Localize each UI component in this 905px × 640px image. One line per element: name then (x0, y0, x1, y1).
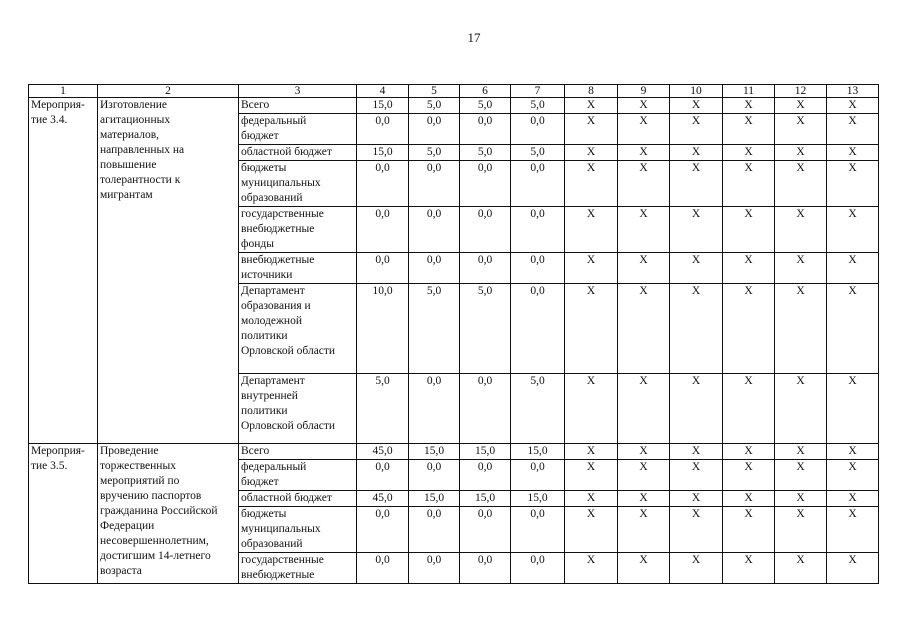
mark-cell: X (670, 553, 723, 584)
mark-cell: X (827, 114, 879, 145)
mark-cell: X (775, 444, 827, 460)
mark-cell: X (670, 161, 723, 207)
funding-source: бюджеты муниципальных образований (239, 161, 357, 207)
mark-cell: X (618, 284, 670, 374)
mark-cell: X (827, 374, 879, 444)
mark-cell: X (670, 444, 723, 460)
budget-table (28, 84, 879, 584)
mark-cell: X (827, 253, 879, 284)
mark-cell: X (618, 374, 670, 444)
mark-cell: X (565, 98, 618, 114)
mark-cell: X (827, 284, 879, 374)
column-number-2: 2 (98, 85, 239, 98)
amount-cell: 0,0 (409, 253, 460, 284)
amount-cell: 0,0 (460, 553, 511, 584)
amount-cell: 0,0 (357, 253, 409, 284)
column-number-9: 9 (618, 85, 670, 98)
funding-source: бюджеты муниципальных образований (239, 507, 357, 553)
measure-id: Мероприя- тие 3.5. (29, 444, 98, 584)
mark-cell: X (565, 374, 618, 444)
column-number-1: 1 (29, 85, 98, 98)
amount-cell: 5,0 (511, 98, 565, 114)
mark-cell: X (670, 98, 723, 114)
mark-cell: X (618, 507, 670, 553)
column-number-11: 11 (723, 85, 775, 98)
amount-cell: 0,0 (409, 207, 460, 253)
amount-cell: 0,0 (460, 207, 511, 253)
mark-cell: X (670, 374, 723, 444)
amount-cell: 0,0 (357, 460, 409, 491)
mark-cell: X (827, 491, 879, 507)
amount-cell: 45,0 (357, 444, 409, 460)
mark-cell: X (827, 207, 879, 253)
mark-cell: X (670, 145, 723, 161)
amount-cell: 0,0 (460, 374, 511, 444)
mark-cell: X (723, 491, 775, 507)
amount-cell: 5,0 (409, 145, 460, 161)
mark-cell: X (565, 491, 618, 507)
funding-source: федеральный бюджет (239, 460, 357, 491)
mark-cell: X (723, 507, 775, 553)
amount-cell: 0,0 (460, 507, 511, 553)
column-number-12: 12 (775, 85, 827, 98)
mark-cell: X (827, 98, 879, 114)
mark-cell: X (670, 253, 723, 284)
funding-source: Департамент образования и молодежной политики Орловской области (239, 284, 357, 374)
mark-cell: X (723, 161, 775, 207)
amount-cell: 15,0 (511, 444, 565, 460)
mark-cell: X (723, 98, 775, 114)
mark-cell: X (723, 460, 775, 491)
amount-cell: 0,0 (511, 207, 565, 253)
funding-source: областной бюджет (239, 145, 357, 161)
amount-cell: 0,0 (511, 553, 565, 584)
mark-cell: X (670, 284, 723, 374)
mark-cell: X (618, 207, 670, 253)
amount-cell: 15,0 (409, 444, 460, 460)
mark-cell: X (618, 161, 670, 207)
funding-source: внебюджетные источники (239, 253, 357, 284)
mark-cell: X (670, 207, 723, 253)
mark-cell: X (670, 491, 723, 507)
mark-cell: X (775, 491, 827, 507)
mark-cell: X (670, 507, 723, 553)
amount-cell: 5,0 (460, 98, 511, 114)
mark-cell: X (618, 444, 670, 460)
amount-cell: 0,0 (409, 114, 460, 145)
mark-cell: X (723, 444, 775, 460)
amount-cell: 0,0 (409, 507, 460, 553)
mark-cell: X (565, 253, 618, 284)
amount-cell: 10,0 (357, 284, 409, 374)
mark-cell: X (775, 253, 827, 284)
mark-cell: X (565, 114, 618, 145)
amount-cell: 5,0 (511, 374, 565, 444)
mark-cell: X (723, 553, 775, 584)
amount-cell: 0,0 (511, 161, 565, 207)
mark-cell: X (827, 161, 879, 207)
mark-cell: X (723, 374, 775, 444)
mark-cell: X (618, 114, 670, 145)
amount-cell: 0,0 (357, 207, 409, 253)
column-number-7: 7 (511, 85, 565, 98)
mark-cell: X (565, 444, 618, 460)
amount-cell: 15,0 (357, 145, 409, 161)
amount-cell: 15,0 (460, 444, 511, 460)
amount-cell: 0,0 (357, 114, 409, 145)
page-number: 17 (467, 30, 481, 45)
mark-cell: X (775, 553, 827, 584)
mark-cell: X (618, 553, 670, 584)
amount-cell: 0,0 (409, 161, 460, 207)
column-number-13: 13 (827, 85, 879, 98)
amount-cell: 15,0 (357, 98, 409, 114)
column-number-row (29, 85, 879, 98)
mark-cell: X (775, 145, 827, 161)
amount-cell: 5,0 (357, 374, 409, 444)
amount-cell: 15,0 (460, 491, 511, 507)
funding-source: государственные внебюджетные (239, 553, 357, 584)
mark-cell: X (565, 145, 618, 161)
funding-source: областной бюджет (239, 491, 357, 507)
mark-cell: X (723, 253, 775, 284)
amount-cell: 0,0 (409, 374, 460, 444)
amount-cell: 5,0 (409, 98, 460, 114)
amount-cell: 0,0 (511, 284, 565, 374)
measure-description: Изготовление агитационных материалов, направленных на повышение толерантности к мигрантам (98, 98, 239, 444)
mark-cell: X (565, 207, 618, 253)
table-row (29, 444, 879, 460)
column-number-3: 3 (239, 85, 357, 98)
mark-cell: X (618, 491, 670, 507)
measure-description: Проведение торжественных мероприятий по вручению паспортов гражданина Российской Федерации несовершеннолетним, достигшим 14-летнего возраста (98, 444, 239, 584)
mark-cell: X (723, 145, 775, 161)
amount-cell: 0,0 (511, 507, 565, 553)
mark-cell: X (618, 253, 670, 284)
mark-cell: X (775, 207, 827, 253)
mark-cell: X (827, 444, 879, 460)
column-number-6: 6 (460, 85, 511, 98)
amount-cell: 5,0 (409, 284, 460, 374)
mark-cell: X (775, 98, 827, 114)
mark-cell: X (618, 460, 670, 491)
amount-cell: 5,0 (460, 284, 511, 374)
table-row (29, 98, 879, 114)
amount-cell: 45,0 (357, 491, 409, 507)
mark-cell: X (775, 460, 827, 491)
funding-source: федеральный бюджет (239, 114, 357, 145)
mark-cell: X (670, 460, 723, 491)
measure-id: Мероприя- тие 3.4. (29, 98, 98, 444)
mark-cell: X (775, 161, 827, 207)
amount-cell: 15,0 (511, 491, 565, 507)
column-number-5: 5 (409, 85, 460, 98)
amount-cell: 0,0 (511, 460, 565, 491)
mark-cell: X (723, 284, 775, 374)
mark-cell: X (565, 553, 618, 584)
mark-cell: X (618, 98, 670, 114)
amount-cell: 0,0 (409, 553, 460, 584)
mark-cell: X (775, 507, 827, 553)
mark-cell: X (775, 374, 827, 444)
amount-cell: 0,0 (357, 553, 409, 584)
column-number-10: 10 (670, 85, 723, 98)
mark-cell: X (565, 161, 618, 207)
column-number-8: 8 (565, 85, 618, 98)
mark-cell: X (723, 114, 775, 145)
mark-cell: X (775, 284, 827, 374)
amount-cell: 0,0 (511, 253, 565, 284)
funding-source: государственные внебюджетные фонды (239, 207, 357, 253)
funding-source: Всего (239, 98, 357, 114)
mark-cell: X (565, 460, 618, 491)
mark-cell: X (618, 145, 670, 161)
mark-cell: X (670, 114, 723, 145)
mark-cell: X (723, 207, 775, 253)
amount-cell: 0,0 (357, 507, 409, 553)
funding-source: Департамент внутренней политики Орловской области (239, 374, 357, 444)
mark-cell: X (827, 553, 879, 584)
mark-cell: X (775, 114, 827, 145)
amount-cell: 0,0 (409, 460, 460, 491)
mark-cell: X (827, 507, 879, 553)
amount-cell: 5,0 (460, 145, 511, 161)
amount-cell: 0,0 (460, 460, 511, 491)
column-number-4: 4 (357, 85, 409, 98)
mark-cell: X (827, 460, 879, 491)
mark-cell: X (565, 284, 618, 374)
amount-cell: 0,0 (460, 114, 511, 145)
funding-source: Всего (239, 444, 357, 460)
mark-cell: X (827, 145, 879, 161)
mark-cell: X (565, 507, 618, 553)
amount-cell: 0,0 (460, 253, 511, 284)
amount-cell: 0,0 (357, 161, 409, 207)
amount-cell: 5,0 (511, 145, 565, 161)
amount-cell: 15,0 (409, 491, 460, 507)
amount-cell: 0,0 (460, 161, 511, 207)
amount-cell: 0,0 (511, 114, 565, 145)
